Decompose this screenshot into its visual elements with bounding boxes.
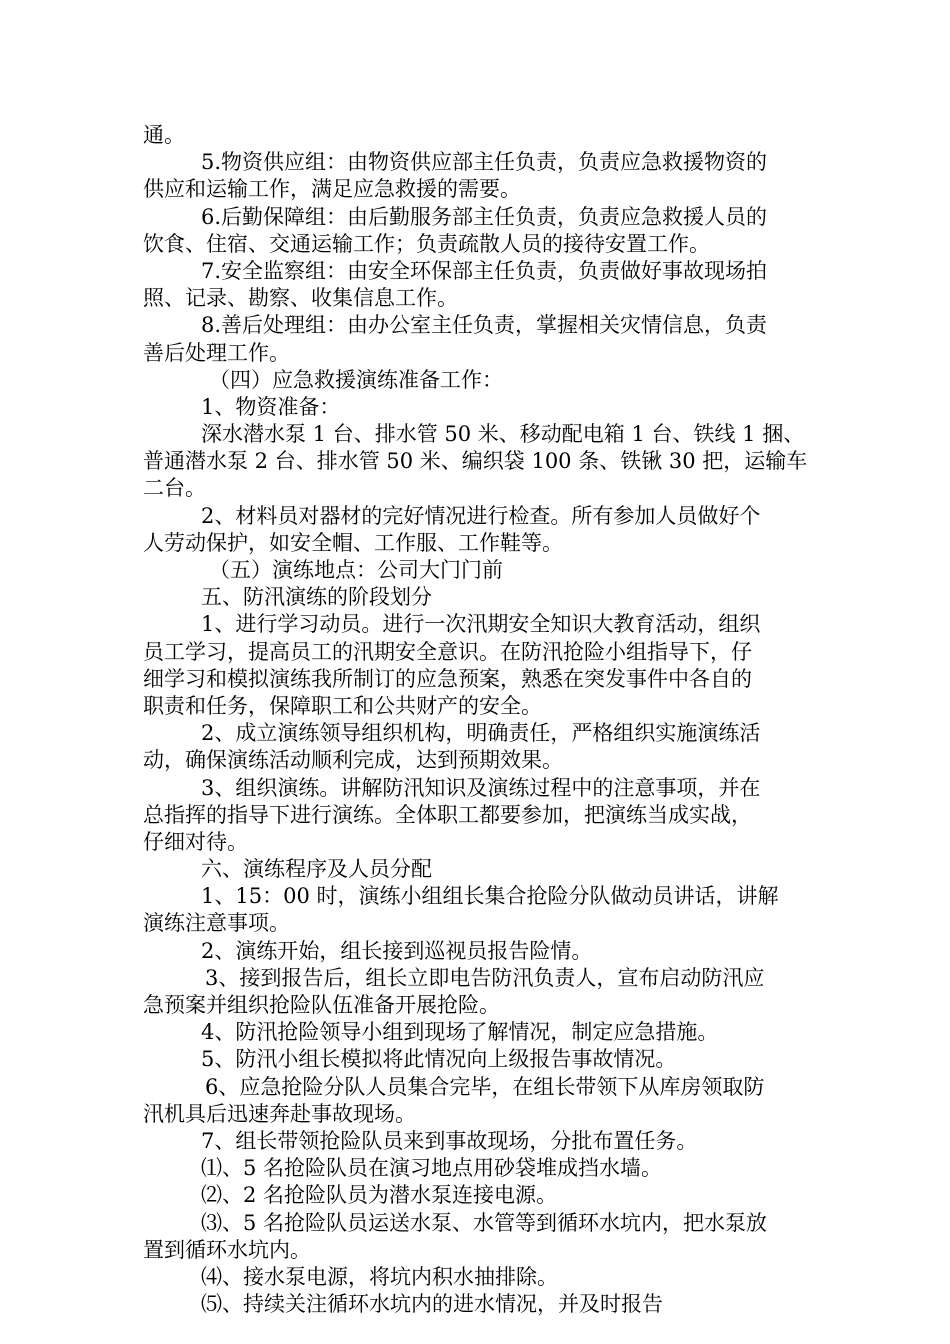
- text-line: 3、组织演练。讲解防汛知识及演练过程中的注意事项，并在: [201, 775, 761, 800]
- text-line: 7.安全监察组：由安全环保部主任负责，负责做好事故现场拍: [201, 258, 768, 283]
- text-line: 1、物资准备：: [201, 394, 341, 419]
- text-line: 4、防汛抢险领导小组到现场了解情况，制定应急措施。: [201, 1020, 719, 1045]
- document-body: [143, 122, 815, 1318]
- text-line: 员工学习，提高员工的汛期安全意识。在防汛抢险小组指导下，仔: [143, 639, 752, 664]
- text-line: 人劳动保护，如安全帽、工作服、工作鞋等。: [143, 530, 563, 555]
- text-line: 1、15：00 时，演练小组组长集合抢险分队做动员讲话，讲解: [201, 884, 779, 909]
- text-line: ⑸、持续关注循环水坑内的进水情况，并及时报告: [201, 1292, 663, 1317]
- text-line: 演练注意事项。: [143, 911, 290, 936]
- text-line: ⑵、2 名抢险队员为潜水泵连接电源。: [201, 1183, 558, 1208]
- text-line: 仔细对待。: [143, 829, 248, 854]
- text-line: 5.物资供应组：由物资供应部主任负责，负责应急救援物资的: [201, 150, 768, 175]
- text-line: 2、演练开始，组长接到巡视员报告险情。: [201, 938, 593, 963]
- text-line: （四）应急救援演练准备工作：: [209, 367, 503, 392]
- text-line: 8.善后处理组：由办公室主任负责，掌握相关灾情信息，负责: [201, 313, 768, 338]
- text-line: 饮食、住宿、交通运输工作；负责疏散人员的接待安置工作。: [143, 231, 710, 256]
- text-line: 二台。: [143, 476, 206, 501]
- text-line: 汛机具后迅速奔赴事故现场。: [143, 1101, 416, 1126]
- text-line: 6、应急抢险分队人员集合完毕，在组长带领下从库房领取防: [205, 1074, 765, 1099]
- text-line: 善后处理工作。: [143, 340, 290, 365]
- text-line: 7、组长带领抢险队员来到事故现场，分批布置任务。: [201, 1128, 698, 1153]
- text-line: 3、接到报告后，组长立即电告防汛负责人，宣布启动防汛应: [205, 965, 765, 990]
- text-line: ⑴、5 名抢险队员在演习地点用砂袋堆成挡水墙。: [201, 1156, 663, 1181]
- text-line: 5、防汛小组长模拟将此情况向上级报告事故情况。: [201, 1047, 677, 1072]
- text-line: 急预案并组织抢险队伍准备开展抢险。: [143, 993, 500, 1017]
- text-line: 置到循环水坑内。: [143, 1237, 311, 1262]
- text-line: 2、成立演练领导组织机构，明确责任，严格组织实施演练活: [201, 721, 761, 746]
- text-line: ⑶、5 名抢险队员运送水泵、水管等到循环水坑内，把水泵放: [201, 1210, 768, 1235]
- text-line: 1、进行学习动员。进行一次汛期安全知识大教育活动，组织: [201, 612, 761, 637]
- text-line: 通。: [143, 123, 185, 147]
- text-line: 六、演练程序及人员分配: [201, 857, 432, 882]
- text-line: ⑷、接水泵电源，将坑内积水抽排除。: [201, 1264, 558, 1289]
- text-line: 动，确保演练活动顺利完成，达到预期效果。: [143, 748, 563, 773]
- text-line: 6.后勤保障组：由后勤服务部主任负责，负责应急救援人员的: [201, 204, 768, 229]
- text-line: 照、记录、勘察、收集信息工作。: [143, 286, 458, 311]
- text-line: 普通潜水泵 2 台、排水管 50 米、编织袋 100 条、铁锹 30 把，运输车: [143, 449, 808, 474]
- text-line: 深水潜水泵 1 台、排水管 50 米、移动配电箱 1 台、铁线 1 捆、: [201, 422, 805, 447]
- text-line: 细学习和模拟演练我所制订的应急预案，熟悉在突发事件中各自的: [143, 666, 752, 691]
- text-line: 2、材料员对器材的完好情况进行检查。所有参加人员做好个: [201, 503, 761, 528]
- text-line: （五）演练地点：公司大门门前: [209, 558, 503, 582]
- text-line: 供应和运输工作，满足应急救援的需要。: [143, 177, 521, 202]
- text-line: 五、防汛演练的阶段划分: [201, 585, 432, 610]
- text-line: 总指挥的指导下进行演练。全体职工都要参加，把演练当成实战，: [143, 802, 752, 827]
- text-line: 职责和任务，保障职工和公共财产的安全。: [143, 693, 542, 718]
